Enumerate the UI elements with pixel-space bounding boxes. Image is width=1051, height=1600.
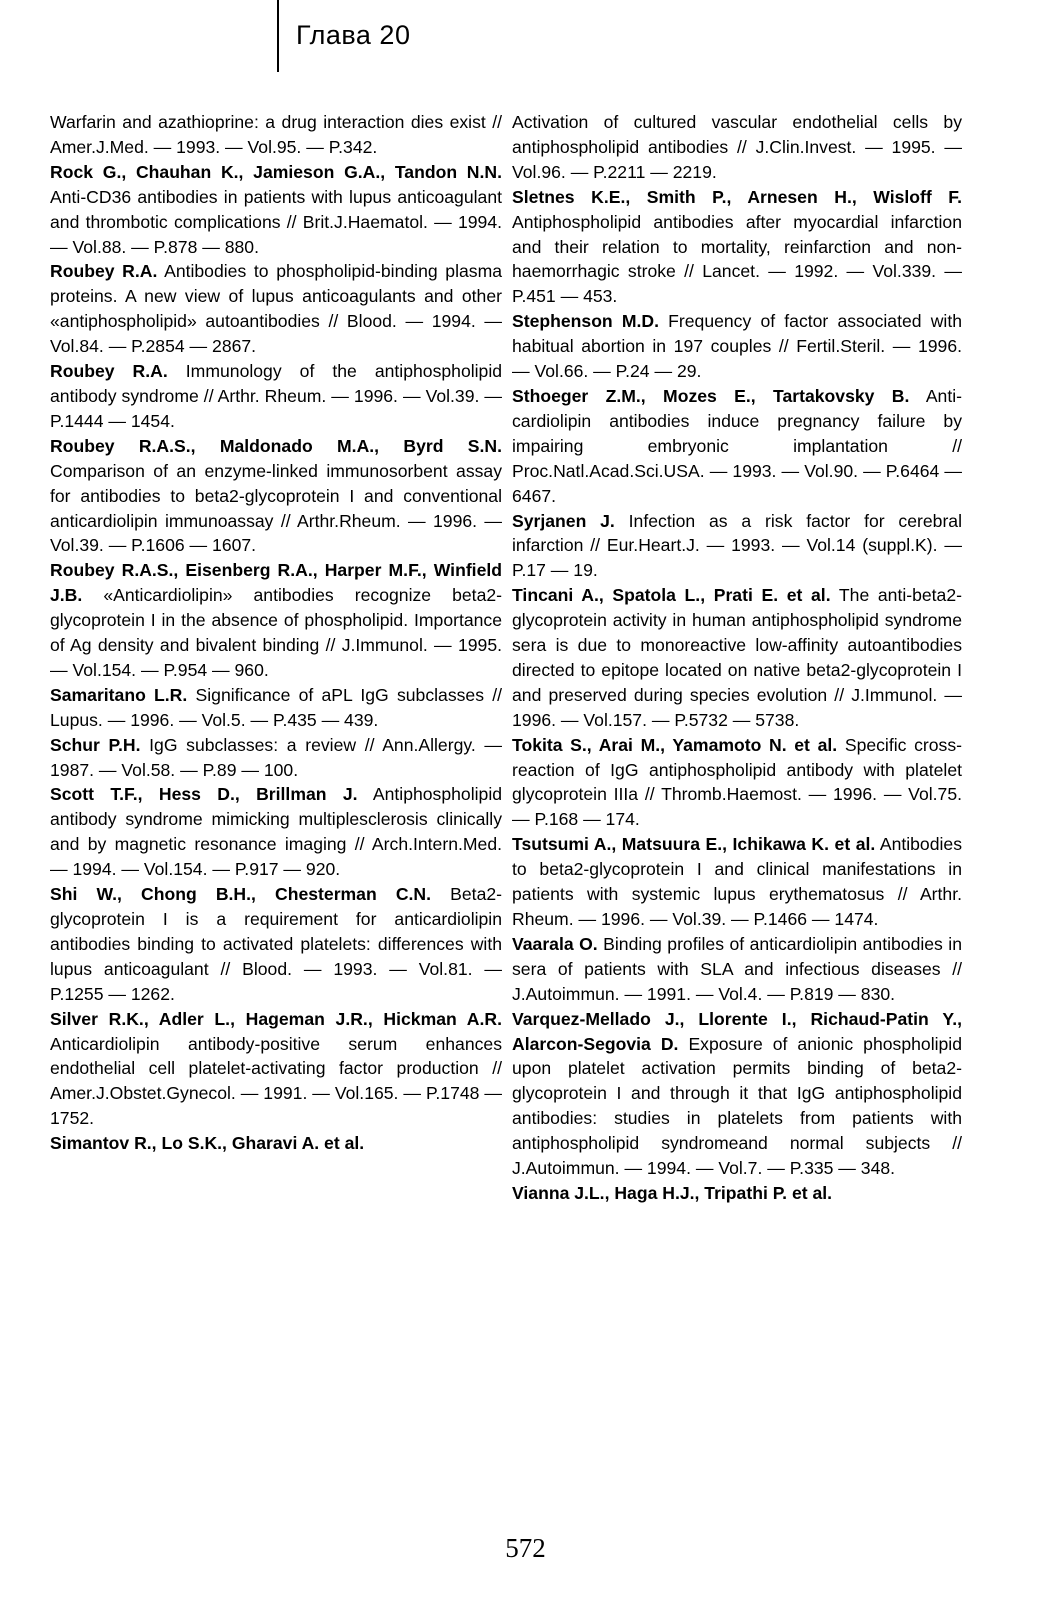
reference-text: Warfarin and azathioprine: a drug interaction dies exist // Amer.J.Med. — 1993. — Vol.95. — P.342. <box>50 112 502 157</box>
reference-text: Antiphospholipid antibodies after myocardial infarction and their relation to mortality, reinfarction and non-haemorrhagic stroke // Lancet. — 1992. — Vol.339. — P.451 — 453. <box>512 211 962 307</box>
reference-authors: Sthoeger Z.M., Mozes E., Tartakovsky B. <box>512 385 910 406</box>
reference-authors: Tokita S., Arai M., Yamamoto N. et al. <box>512 734 838 755</box>
page-number: 572 <box>505 1533 546 1563</box>
reference-entry <box>50 259 502 359</box>
reference-authors: Roubey R.A. <box>50 261 158 282</box>
reference-entry <box>512 185 962 310</box>
reference-authors: Stephenson M.D. <box>512 311 659 332</box>
reference-authors: Vaarala O. <box>512 933 598 954</box>
reference-authors: Sletnes K.E., Smith P., Arnesen H., Wisloff F. <box>512 186 962 207</box>
reference-text: Immunology of the antiphospholipid antibody syndrome // Arthr. Rheum. — 1996. — Vol.39. — P.1444 — 1454. <box>50 361 503 431</box>
reference-text: Beta2-glycoprotein I is a requirement for anticardiolipin antibodies binding to activated platelets: differences with lupus anticoagulant // Blood. — 1993. — Vol.81. — P.1255 — 1262. <box>50 884 502 1004</box>
reference-entry <box>512 309 962 384</box>
reference-text: Antiphospholipid antibody syndrome mimicking multiplesclerosis clinically and by magnetic resonance imaging // Arch.Intern.Med. — 1994. — Vol.154. — P.917 — 920. <box>50 784 503 880</box>
reference-entry <box>512 1007 962 1181</box>
reference-entry <box>50 882 502 1007</box>
reference-authors: Simantov R., Lo S.K., Gharavi A. et al. <box>50 1133 365 1154</box>
reference-text: Binding profiles of anticardiolipin antibodies in sera of patients with SLA and infectious diseases // J.Autoimmun. — 1991. — Vol.4. — P.819 — 830. <box>512 933 962 1004</box>
reference-entry <box>50 1131 502 1156</box>
reference-entry <box>512 932 962 1007</box>
reference-authors: Syrjanen J. <box>512 510 615 531</box>
reference-text: «Anticardiolipin» antibodies recognize beta2-glycoprotein I in the absence of phospholipid. Importance of Ag density and bivalent binding // J.Immunol. — 1995. — Vol.154. — P.954 — 960. <box>50 585 502 680</box>
reference-text: Antibodies to beta2-glycoprotein I and clinical manifestations in patients with systemic lupus erythematosus // Arthr. Rheum. — 1996. — Vol.39. — P.1466 — 1474. <box>512 834 962 929</box>
reference-entry <box>50 110 502 160</box>
reference-entry <box>50 160 502 260</box>
reference-entry <box>512 1181 962 1206</box>
reference-entry <box>50 359 502 434</box>
reference-authors: Samaritano L.R. <box>50 684 188 705</box>
reference-entry <box>50 683 502 733</box>
reference-entry <box>50 782 502 882</box>
reference-text: Infection as a risk factor for cerebral infarction // Eur.Heart.J. — 1993. — Vol.14 (suppl.K). — P.17 — 19. <box>512 510 962 581</box>
reference-authors: Roubey R.A.S., Eisenberg R.A., Harper M.F., Winfield J.B. <box>50 560 502 606</box>
reference-text: Anti-cardiolipin antibodies induce pregnancy failure by impairing embryonic implantation // Proc.Natl.Acad.Sci.USA. — 1993. — Vol.90. — P.6464 — 6467. <box>512 385 962 506</box>
reference-text: Activation of cultured vascular endothelial cells by antiphospholipid antibodies // J.Clin.Invest. — 1995. — Vol.96. — P.2211 — 2219. <box>512 112 962 182</box>
reference-text: IgG subclasses: a review // Ann.Allergy. — 1987. — Vol.58. — P.89 — 100. <box>50 734 503 780</box>
reference-entry <box>50 434 502 559</box>
reference-text: Significance of aPL IgG subclasses // Lupus. — 1996. — Vol.5. — P.435 — 439. <box>50 684 502 730</box>
reference-authors: Tincani A., Spatola L., Prati E. et al. <box>512 585 831 606</box>
right-column <box>512 110 962 1206</box>
reference-authors: Silver R.K., Adler L., Hageman J.R., Hickman A.R. <box>50 1008 502 1029</box>
reference-authors: Scott T.F., Hess D., Brillman J. <box>50 784 358 805</box>
reference-entry <box>512 583 962 732</box>
reference-authors: Vianna J.L., Haga H.J., Tripathi P. et al. <box>512 1182 833 1203</box>
reference-entry <box>512 110 962 185</box>
reference-entry <box>50 558 502 683</box>
reference-text: Anticardiolipin antibody-positive serum enhances endothelial cell platelet-activating factor production // Amer.J.Obstet.Gynecol. — 1991. — Vol.165. — P.1748 — 1752. <box>50 1033 502 1129</box>
reference-entry <box>512 509 962 584</box>
reference-entry <box>512 832 962 932</box>
header-rule <box>277 0 279 72</box>
reference-text: Specific cross-reaction of IgG antiphospholipid antibody with platelet glycoprotein IIIa // Thromb.Haemost. — 1996. — Vol.75. — P.168 — 174. <box>512 734 962 830</box>
reference-authors: Varquez-Mellado J., Llorente I., Richaud-Patin Y., Alarcon-Segovia D. <box>512 1008 962 1054</box>
reference-authors: Tsutsumi A., Matsuura E., Ichikawa K. et al. <box>512 834 876 855</box>
reference-entry <box>512 384 962 509</box>
reference-entry <box>50 733 502 783</box>
reference-authors: Roubey R.A. <box>50 361 168 382</box>
chapter-header: Глава 20 <box>296 20 411 50</box>
reference-text: Exposure of anionic phospholipid upon platelet activation permits binding of beta2-glycoprotein I and through it that IgG antiphospholipid antibodies: studies in platelets from patients with antiphospholipid syndromeand normal subjects // J.Autoimmun. — 1994. — Vol.7. — P.335 — 348. <box>512 1033 962 1179</box>
reference-text: Frequency of factor associated with habitual abortion in 197 couples // Fertil.Steril. — 1996. — Vol.66. — P.24 — 29. <box>512 311 962 382</box>
reference-authors: Roubey R.A.S., Maldonado M.A., Byrd S.N. <box>50 435 502 456</box>
left-column <box>50 110 502 1156</box>
reference-text: Antibodies to phospholipid-binding plasma proteins. A new view of lupus anticoagulants and other «antiphospholipid» autoantibodies // Blood. — 1994. — Vol.84. — P.2854 — 2867. <box>50 261 503 357</box>
reference-text: Comparison of an enzyme-linked immunosorbent assay for antibodies to beta2-glycoprotein I and conventional anticardiolipin immunoassay // Arthr.Rheum. — 1996. — Vol.39. — P.1606 — 1607. <box>50 460 502 556</box>
reference-entry <box>50 1007 502 1132</box>
reference-text: Anti-CD36 antibodies in patients with lupus anticoagulant and thrombotic complications // Brit.J.Haematol. — 1994. — Vol.88. — P.878 — 880. <box>50 186 502 257</box>
reference-entry <box>512 733 962 833</box>
reference-authors: Shi W., Chong B.H., Chesterman C.N. <box>50 884 432 905</box>
reference-text: The anti-beta2-glycoprotein activity in human antiphospholipid syndrome sera is due to monoreactive low-affinity autoantibodies directed to epitope located on native beta2-glycoprotein I and preserved during species evolution // J.Immunol. — 1996. — Vol.157. — P.5732 — 5738. <box>512 585 962 730</box>
reference-authors: Rock G., Chauhan K., Jamieson G.A., Tandon N.N. <box>50 161 502 182</box>
reference-authors: Schur P.H. <box>50 734 141 755</box>
